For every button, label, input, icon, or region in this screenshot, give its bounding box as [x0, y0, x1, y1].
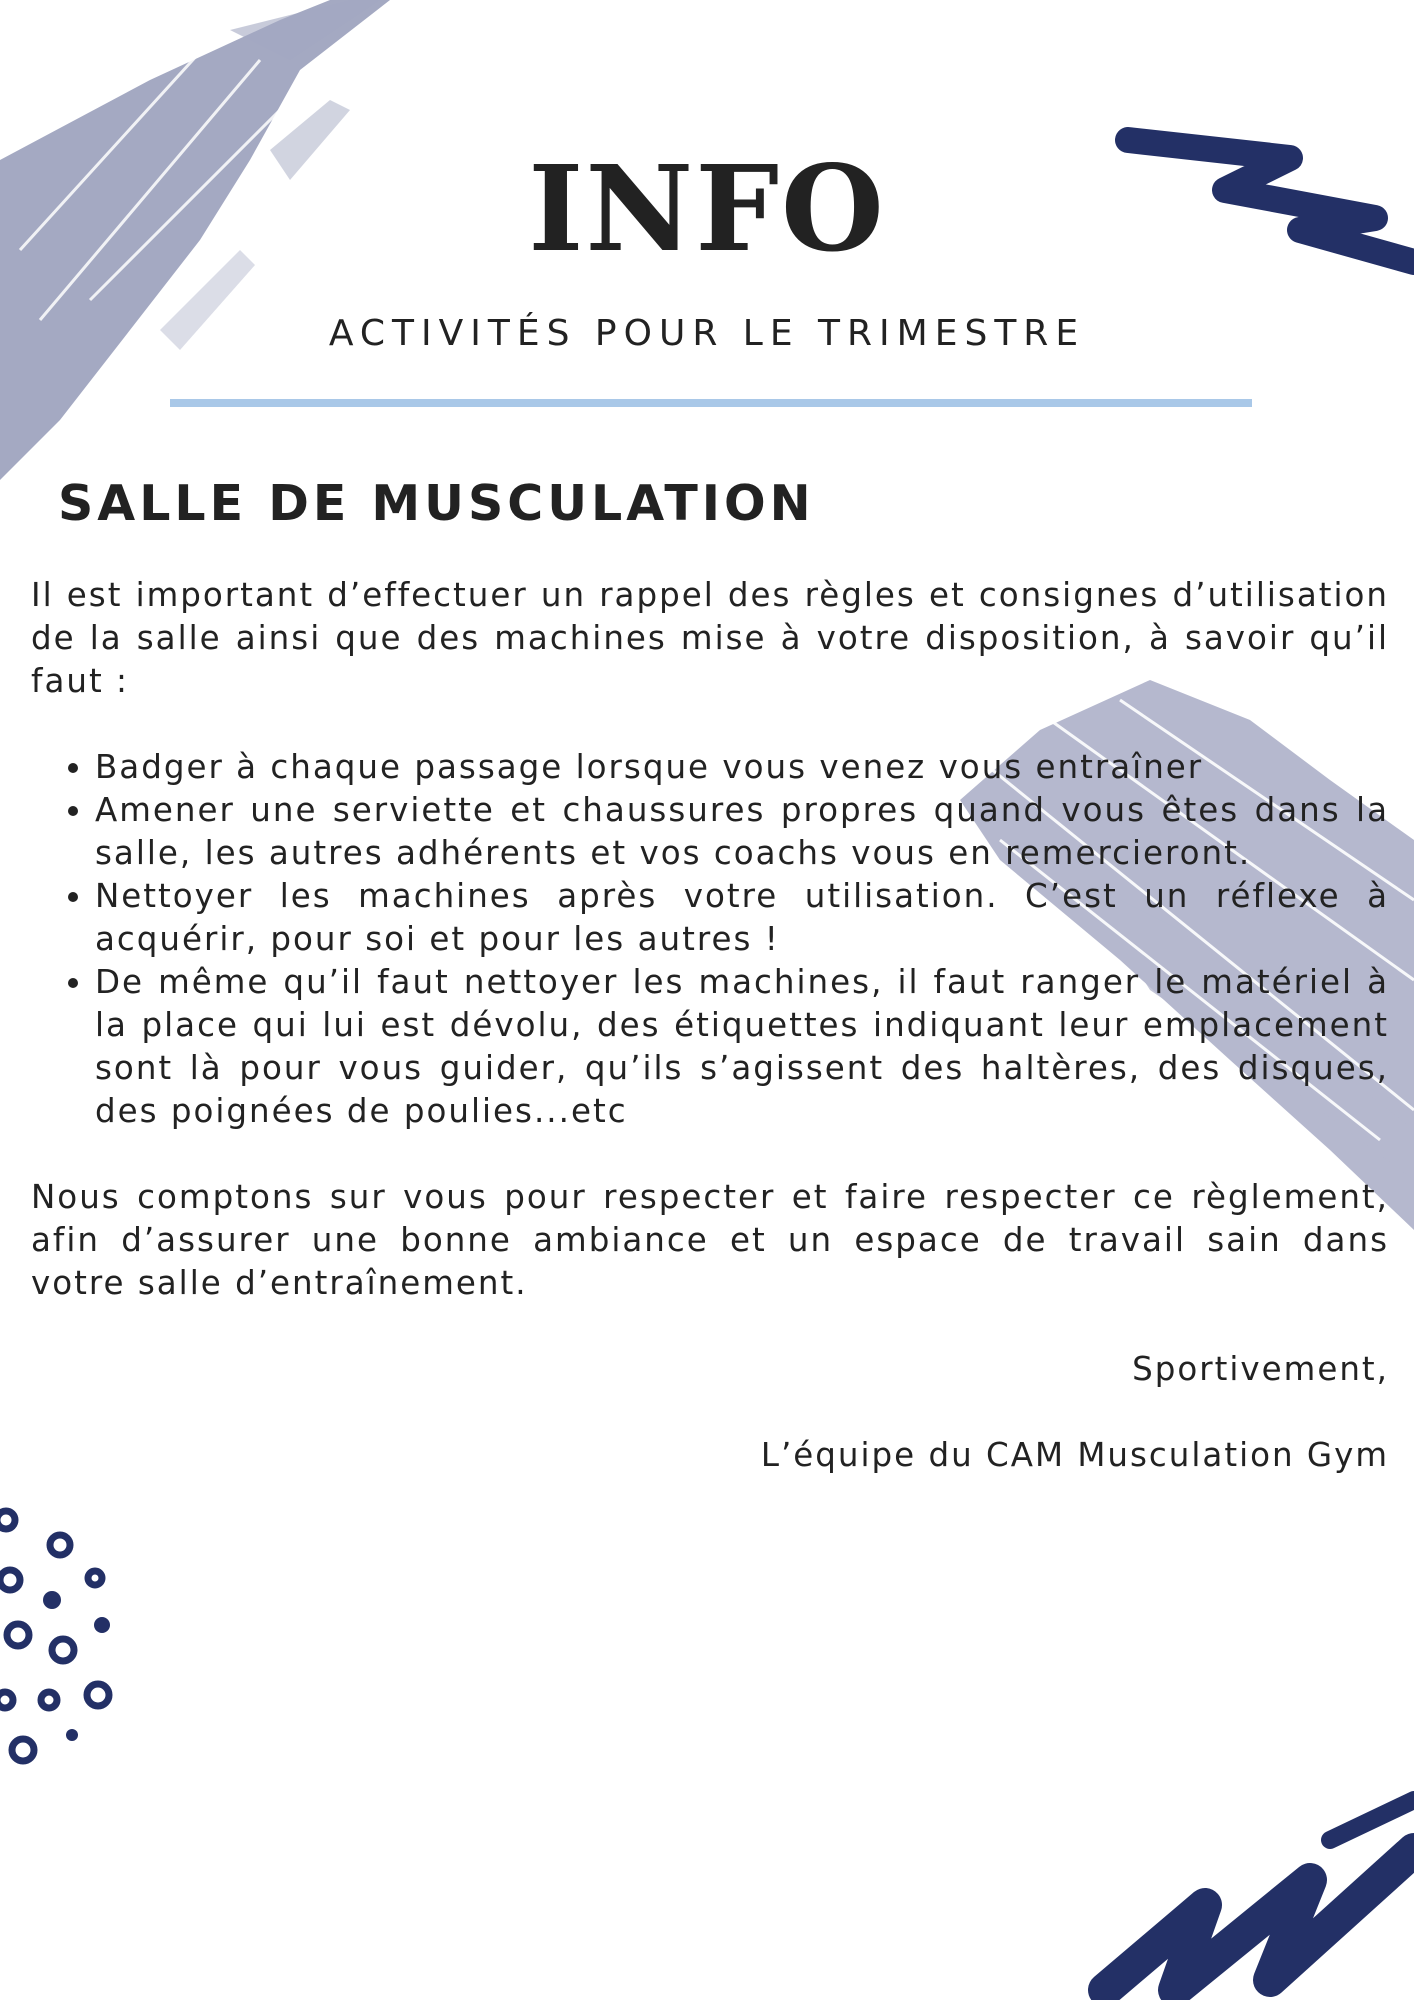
list-item: • Nettoyer les machines après votre utilisation. C’est un réflexe à acquérir, pour soi et pour les autres !: [95, 875, 1389, 961]
intro-paragraph: Il est important d’effectuer un rappel des règles et consignes d’utilisation de la salle ainsi que des machines mise à votre disposition, à savoir qu’il faut :: [31, 576, 1389, 700]
list-item: • Badger à chaque passage lorsque vous venez vous entraîner: [95, 746, 1389, 789]
signature: L’équipe du CAM Musculation Gym: [760, 1436, 1389, 1474]
section-title: SALLE DE MUSCULATION: [58, 475, 815, 532]
list-item: • Amener une serviette et chaussures propres quand vous êtes dans la salle, les autres adhérents et vos coachs vous en remercieront.: [95, 789, 1389, 875]
page-title: INFO: [528, 139, 886, 278]
navy-dots-bottom-left: [0, 1511, 109, 1761]
page-subtitle: ACTIVITÉS POUR LE TRIMESTRE: [328, 313, 1086, 354]
list-item: • De même qu’il faut nettoyer les machines, il faut ranger le matériel à la place qui lui est dévolu, des étiquettes indiquant leur emplacement sont là pour vous guider, qu’ils s’agissent des haltères, des disques, des poignées de poulies...etc: [95, 961, 1389, 1133]
navy-dots-filled: [43, 1591, 110, 1741]
header-divider: [170, 399, 1252, 407]
rules-list: [31, 746, 1389, 1133]
signoff: Sportivement,: [1132, 1350, 1389, 1388]
body-text: [31, 574, 1389, 1477]
closing-paragraph: Nous comptons sur vous pour respecter et faire respecter ce règlement, afin d’assurer une bonne ambiance et un espace de travail sain dans votre salle d’entraînement.: [31, 1178, 1389, 1302]
navy-brush-bottom-right: [1105, 1800, 1414, 1990]
